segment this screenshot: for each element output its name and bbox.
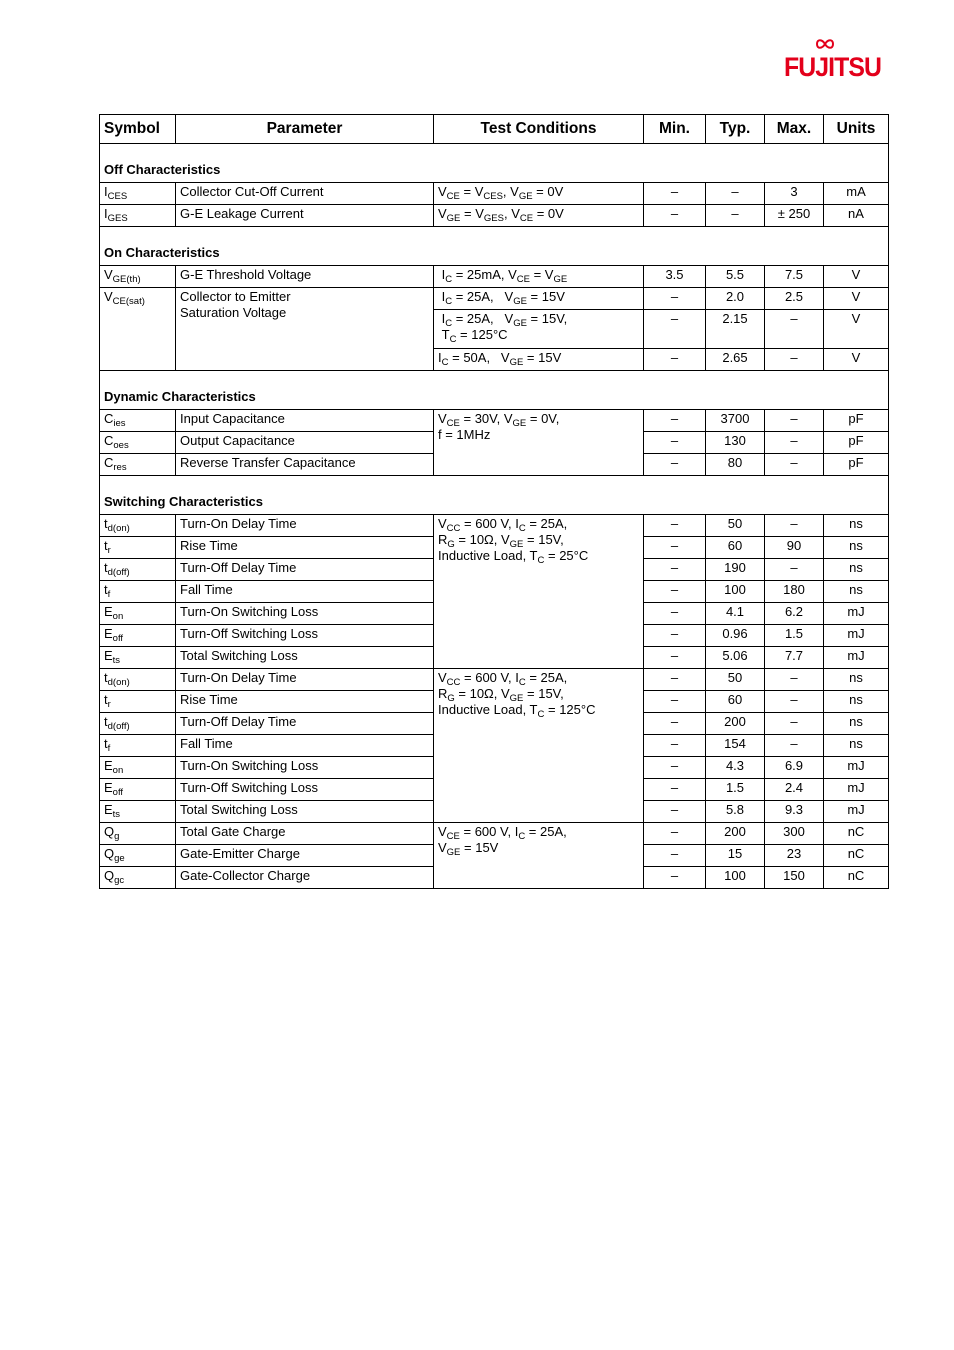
max-cell: 1.5 — [765, 625, 824, 647]
unit-cell: ns — [824, 515, 889, 537]
param-cell: Turn-On Delay Time — [176, 515, 434, 537]
cond-cell: $V_{CC} = 600$ V, $I_C = 25A$, $R_G = 10\Omega$, $V_{GE} = 15V$, Inductive Load, $T_C = 25^\circ C$ — [434, 515, 644, 669]
typ-cell: 3700 — [706, 410, 765, 432]
typ-cell: 200 — [706, 713, 765, 735]
header-max: Max. — [765, 115, 824, 144]
typ-cell: 2.15 — [706, 310, 765, 349]
param-cell: Turn-On Switching Loss — [176, 757, 434, 779]
min-cell: – — [644, 581, 706, 603]
unit-cell: ns — [824, 735, 889, 757]
min-cell: – — [644, 801, 706, 823]
logo-wordmark: FUJITSU — [784, 52, 882, 82]
param-cell: Turn-Off Switching Loss — [176, 779, 434, 801]
symbol-ices: $I_{CES}$ — [100, 183, 176, 205]
min-cell: – — [644, 779, 706, 801]
symbol-eoff: $E_{off}$ — [100, 625, 176, 647]
electrical-characteristics-table — [99, 114, 889, 889]
symbol-eon: $E_{on}$ — [100, 757, 176, 779]
min-cell: – — [644, 183, 706, 205]
param-cell: Turn-Off Delay Time — [176, 559, 434, 581]
table-row — [100, 823, 889, 845]
max-cell: 90 — [765, 537, 824, 559]
cond-cell: $V_{CE} = V_{CES}$, $V_{GE} = 0V$ — [434, 183, 644, 205]
table-row — [100, 288, 889, 310]
table-row — [100, 515, 889, 537]
infinity-logo-icon — [815, 38, 835, 50]
symbol-tr: $t_r$ — [100, 691, 176, 713]
max-cell: 23 — [765, 845, 824, 867]
min-cell: – — [644, 349, 706, 371]
symbol-tf: $t_f$ — [100, 735, 176, 757]
section-row — [100, 371, 889, 410]
max-cell: – — [765, 454, 824, 476]
table-row — [100, 205, 889, 227]
symbol-ets: $E_{ts}$ — [100, 801, 176, 823]
max-cell: 3 — [765, 183, 824, 205]
table-row — [100, 266, 889, 288]
param-cell: Total Switching Loss — [176, 647, 434, 669]
param-cell: G-E Leakage Current — [176, 205, 434, 227]
symbol-tr: $t_r$ — [100, 537, 176, 559]
param-cell: Turn-Off Switching Loss — [176, 625, 434, 647]
min-cell: – — [644, 288, 706, 310]
param-cell: Reverse Transfer Capacitance — [176, 454, 434, 476]
section-row — [100, 476, 889, 515]
unit-cell: ns — [824, 581, 889, 603]
symbol-qgc: $Q_{gc}$ — [100, 867, 176, 889]
max-cell: 2.5 — [765, 288, 824, 310]
param-cell: Total Gate Charge — [176, 823, 434, 845]
symbol-tdon: $t_{d(on)}$ — [100, 515, 176, 537]
max-cell: 180 — [765, 581, 824, 603]
cond-cell: $V_{CE} = 30V$, $V_{GE} = 0V$, f = 1MHz — [434, 410, 644, 476]
min-cell: – — [644, 757, 706, 779]
unit-cell: nC — [824, 823, 889, 845]
symbol-eoff: $E_{off}$ — [100, 779, 176, 801]
section-row — [100, 144, 889, 183]
param-cell: Input Capacitance — [176, 410, 434, 432]
max-cell: – — [765, 559, 824, 581]
table-header-row — [100, 115, 889, 144]
typ-cell: 100 — [706, 867, 765, 889]
unit-cell: mJ — [824, 603, 889, 625]
param-cell: Gate-Collector Charge — [176, 867, 434, 889]
min-cell: – — [644, 735, 706, 757]
param-cell: Output Capacitance — [176, 432, 434, 454]
min-cell: – — [644, 647, 706, 669]
max-cell: 2.4 — [765, 779, 824, 801]
cond-cell: $I_C = 25mA$, $V_{CE} = V_{GE}$ — [434, 266, 644, 288]
min-cell: – — [644, 310, 706, 349]
symbol-ets: $E_{ts}$ — [100, 647, 176, 669]
unit-cell: mA — [824, 183, 889, 205]
symbol-cres: $C_{res}$ — [100, 454, 176, 476]
min-cell: – — [644, 603, 706, 625]
param-cell: Rise Time — [176, 537, 434, 559]
unit-cell: V — [824, 266, 889, 288]
min-cell: – — [644, 823, 706, 845]
header-symbol: Symbol — [100, 115, 176, 144]
unit-cell: mJ — [824, 647, 889, 669]
max-cell: 6.2 — [765, 603, 824, 625]
cond-cell: $I_C = 25A$, $V_{GE} = 15V$ — [434, 288, 644, 310]
symbol-qg: $Q_g$ — [100, 823, 176, 845]
max-cell: 7.7 — [765, 647, 824, 669]
typ-cell: 5.06 — [706, 647, 765, 669]
typ-cell: 5.8 — [706, 801, 765, 823]
typ-cell: 50 — [706, 669, 765, 691]
min-cell: – — [644, 845, 706, 867]
typ-cell: 60 — [706, 691, 765, 713]
header-units: Units — [824, 115, 889, 144]
symbol-tf: $t_f$ — [100, 581, 176, 603]
symbol-vcesat: $V_{CE(sat)}$ — [100, 288, 176, 371]
min-cell: 3.5 — [644, 266, 706, 288]
unit-cell: pF — [824, 410, 889, 432]
header-min: Min. — [644, 115, 706, 144]
symbol-tdoff: $t_{d(off)}$ — [100, 713, 176, 735]
section-row — [100, 227, 889, 266]
min-cell: – — [644, 410, 706, 432]
typ-cell: 4.3 — [706, 757, 765, 779]
min-cell: – — [644, 432, 706, 454]
cond-cell: $I_C = 50A$, $V_{GE} = 15V$ — [434, 349, 644, 371]
typ-cell: – — [706, 183, 765, 205]
symbol-coes: $C_{oes}$ — [100, 432, 176, 454]
typ-cell: 154 — [706, 735, 765, 757]
max-cell: 9.3 — [765, 801, 824, 823]
table-row — [100, 669, 889, 691]
section-on-title: On Characteristics — [100, 227, 889, 266]
unit-cell: V — [824, 310, 889, 349]
typ-cell: 4.1 — [706, 603, 765, 625]
unit-cell: ns — [824, 669, 889, 691]
max-cell: – — [765, 349, 824, 371]
table-row — [100, 183, 889, 205]
typ-cell: 60 — [706, 537, 765, 559]
min-cell: – — [644, 713, 706, 735]
param-cell: G-E Threshold Voltage — [176, 266, 434, 288]
cond-cell: $V_{CC} = 600$ V, $I_C = 25A$, $R_G = 10\Omega$, $V_{GE} = 15V$, Inductive Load, $T_C = 125^\circ C$ — [434, 669, 644, 823]
max-cell: – — [765, 432, 824, 454]
max-cell: – — [765, 310, 824, 349]
typ-cell: 50 — [706, 515, 765, 537]
unit-cell: V — [824, 288, 889, 310]
symbol-eon: $E_{on}$ — [100, 603, 176, 625]
symbol-iges: $I_{GES}$ — [100, 205, 176, 227]
min-cell: – — [644, 515, 706, 537]
typ-cell: 200 — [706, 823, 765, 845]
typ-cell: 15 — [706, 845, 765, 867]
typ-cell: 130 — [706, 432, 765, 454]
cond-cell: $I_C = 25A$, $V_{GE} = 15V$, $T_C = 125^\circ C$ — [434, 310, 644, 349]
typ-cell: 2.0 — [706, 288, 765, 310]
section-switching-title: Switching Characteristics — [100, 476, 889, 515]
header-parameter: Parameter — [176, 115, 434, 144]
param-cell: Collector Cut-Off Current — [176, 183, 434, 205]
min-cell: – — [644, 669, 706, 691]
symbol-tdoff: $t_{d(off)}$ — [100, 559, 176, 581]
typ-cell: 1.5 — [706, 779, 765, 801]
min-cell: – — [644, 559, 706, 581]
param-line-1: Collector to Emitter — [180, 289, 291, 304]
unit-cell: ns — [824, 559, 889, 581]
unit-cell: ns — [824, 713, 889, 735]
min-cell: – — [644, 691, 706, 713]
param-cell: Turn-Off Delay Time — [176, 713, 434, 735]
max-cell: ± 250 — [765, 205, 824, 227]
max-cell: – — [765, 735, 824, 757]
min-cell: – — [644, 537, 706, 559]
symbol-vgeth: $V_{GE(th)}$ — [100, 266, 176, 288]
max-cell: 300 — [765, 823, 824, 845]
typ-cell: 0.96 — [706, 625, 765, 647]
param-cell: Turn-On Switching Loss — [176, 603, 434, 625]
max-cell: – — [765, 515, 824, 537]
param-cell: Rise Time — [176, 691, 434, 713]
max-cell: – — [765, 713, 824, 735]
unit-cell: nC — [824, 845, 889, 867]
min-cell: – — [644, 625, 706, 647]
typ-cell: 5.5 — [706, 266, 765, 288]
section-dynamic-title: Dynamic Characteristics — [100, 371, 889, 410]
typ-cell: – — [706, 205, 765, 227]
max-cell: – — [765, 669, 824, 691]
unit-cell: nA — [824, 205, 889, 227]
unit-cell: pF — [824, 432, 889, 454]
unit-cell: ns — [824, 537, 889, 559]
header-test-conditions: Test Conditions — [434, 115, 644, 144]
max-cell: 6.9 — [765, 757, 824, 779]
param-line-2: Saturation Voltage — [180, 305, 287, 320]
max-cell: – — [765, 691, 824, 713]
typ-cell: 80 — [706, 454, 765, 476]
typ-cell: 2.65 — [706, 349, 765, 371]
typ-cell: 100 — [706, 581, 765, 603]
section-off-title: Off Characteristics — [100, 144, 889, 183]
cond-cell: $V_{CE} = 600$ V, $I_C = 25A$, $V_{GE} = 15V$ — [434, 823, 644, 889]
max-cell: 7.5 — [765, 266, 824, 288]
unit-cell: V — [824, 349, 889, 371]
unit-cell: nC — [824, 867, 889, 889]
symbol-tdon: $t_{d(on)}$ — [100, 669, 176, 691]
unit-cell: ns — [824, 691, 889, 713]
unit-cell: mJ — [824, 757, 889, 779]
min-cell: – — [644, 867, 706, 889]
unit-cell: mJ — [824, 779, 889, 801]
table-row — [100, 410, 889, 432]
param-cell — [176, 288, 434, 371]
param-cell: Gate-Emitter Charge — [176, 845, 434, 867]
param-cell: Fall Time — [176, 581, 434, 603]
header-typ: Typ. — [706, 115, 765, 144]
min-cell: – — [644, 205, 706, 227]
cond-cell: $V_{GE} = V_{GES}$, $V_{CE} = 0V$ — [434, 205, 644, 227]
max-cell: 150 — [765, 867, 824, 889]
unit-cell: pF — [824, 454, 889, 476]
param-cell: Turn-On Delay Time — [176, 669, 434, 691]
symbol-qge: $Q_{ge}$ — [100, 845, 176, 867]
max-cell: – — [765, 410, 824, 432]
param-cell: Fall Time — [176, 735, 434, 757]
typ-cell: 190 — [706, 559, 765, 581]
unit-cell: mJ — [824, 801, 889, 823]
param-cell: Total Switching Loss — [176, 801, 434, 823]
fujitsu-logo — [784, 44, 882, 88]
symbol-cies: $C_{ies}$ — [100, 410, 176, 432]
unit-cell: mJ — [824, 625, 889, 647]
min-cell: – — [644, 454, 706, 476]
